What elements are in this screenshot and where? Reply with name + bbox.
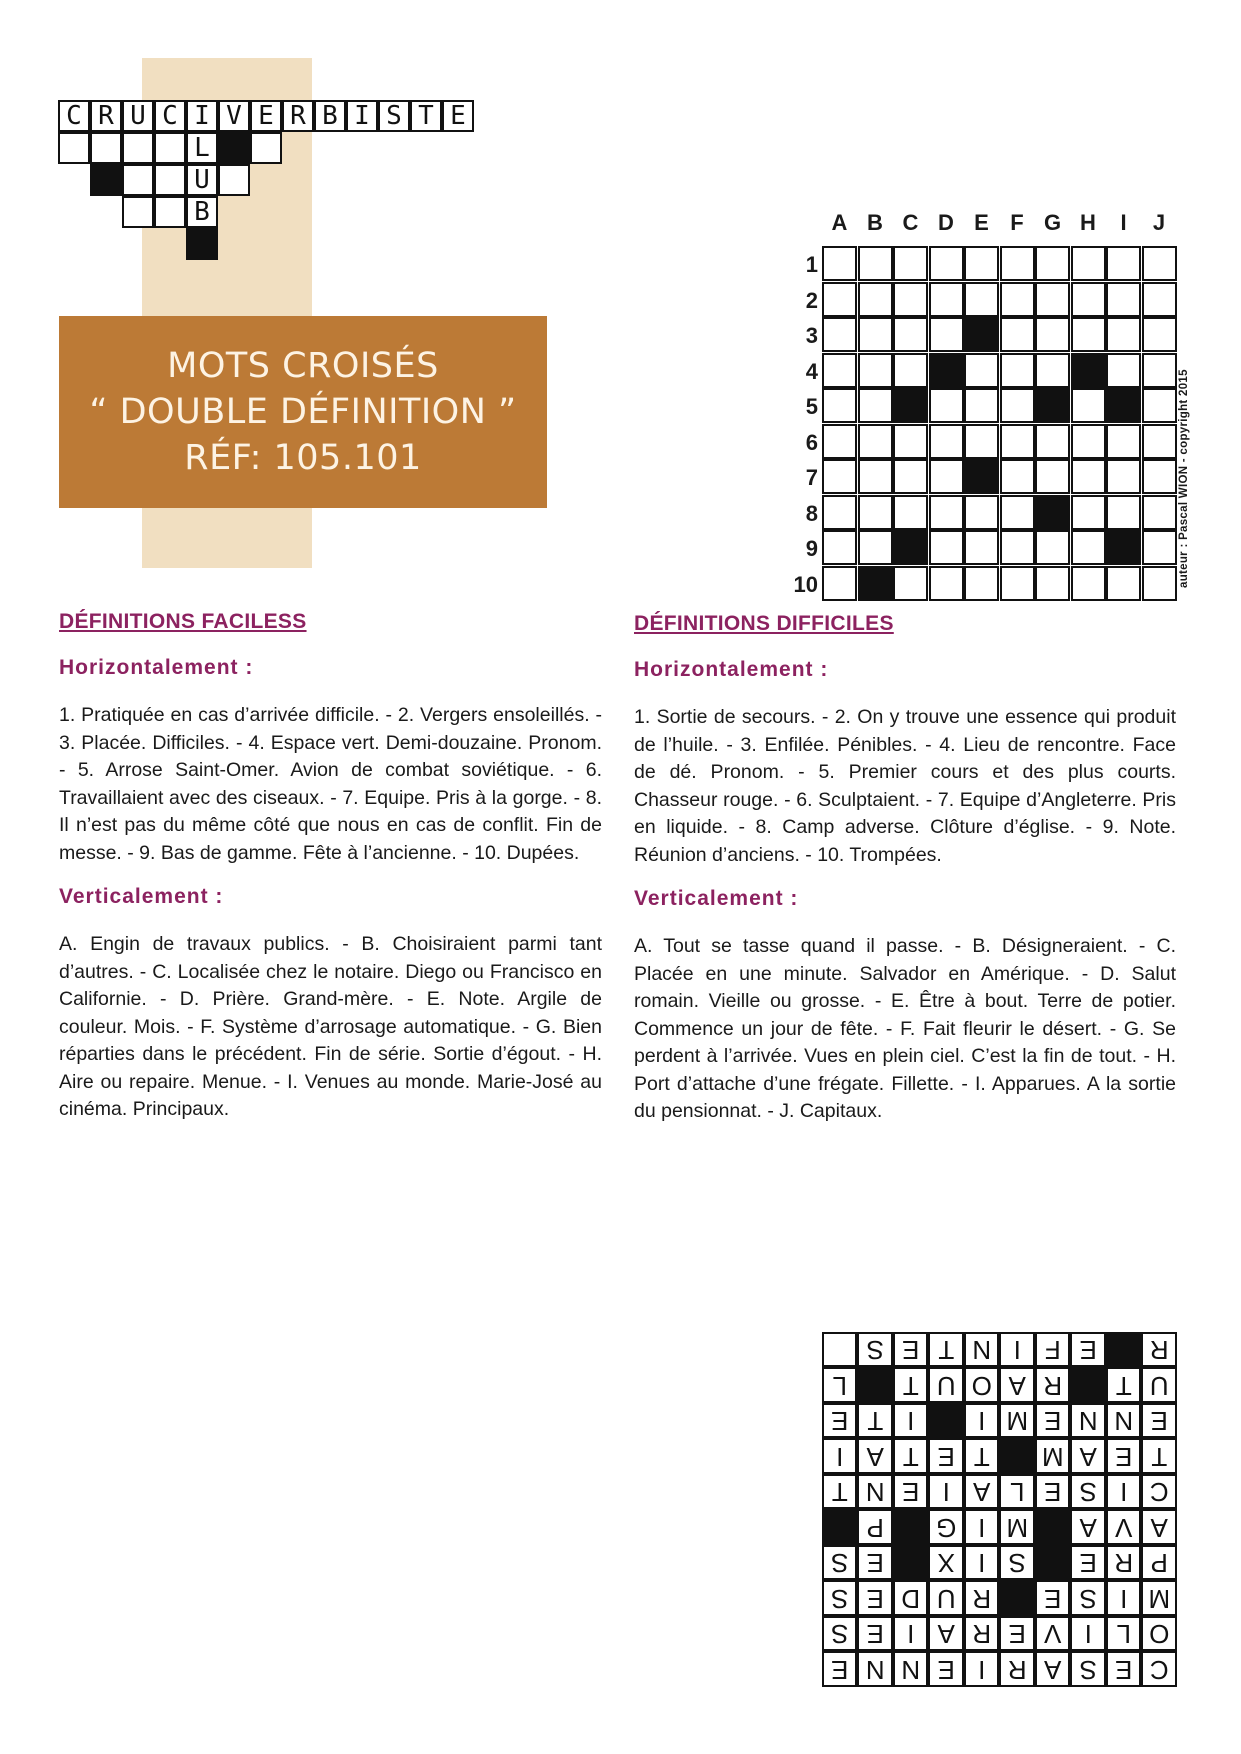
solution-letter: M bbox=[1000, 1510, 1036, 1546]
grid-black-cell bbox=[1035, 495, 1070, 530]
solution-black-cell bbox=[1035, 1510, 1071, 1546]
logo-cell: R bbox=[90, 100, 122, 132]
solution-letter: E bbox=[1142, 1403, 1178, 1439]
hard-definitions bbox=[634, 612, 1176, 1126]
grid-cell[interactable] bbox=[1035, 530, 1070, 565]
grid-cell[interactable] bbox=[822, 353, 857, 388]
logo-cell bbox=[58, 132, 90, 164]
grid-cell[interactable] bbox=[964, 353, 999, 388]
grid-cell[interactable] bbox=[1106, 566, 1141, 601]
solution-letter: O bbox=[964, 1368, 1000, 1404]
solution-letter: E bbox=[1035, 1474, 1071, 1510]
solution-letter: E bbox=[893, 1474, 929, 1510]
grid-cell[interactable] bbox=[1142, 495, 1177, 530]
grid-cell[interactable] bbox=[964, 282, 999, 317]
solution-letter bbox=[822, 1332, 858, 1368]
solution-letter: V bbox=[1106, 1510, 1142, 1546]
logo-cell bbox=[218, 164, 250, 196]
column-header: I bbox=[1120, 210, 1127, 235]
grid-cell[interactable] bbox=[1000, 530, 1035, 565]
logo-cell: I bbox=[186, 100, 218, 132]
grid-cell[interactable] bbox=[858, 317, 893, 352]
column-header: D bbox=[938, 210, 954, 235]
grid-cell[interactable] bbox=[1142, 246, 1177, 281]
solution-letter: A bbox=[1071, 1510, 1107, 1546]
title-line-1: MOTS CROISÉS bbox=[167, 346, 439, 386]
solution-letter: E bbox=[1071, 1545, 1107, 1581]
grid-black-cell bbox=[964, 317, 999, 352]
solution-black-cell bbox=[893, 1545, 929, 1581]
solution-letter: E bbox=[1071, 1332, 1107, 1368]
grid-cell[interactable] bbox=[929, 459, 964, 494]
solution-letter: E bbox=[893, 1332, 929, 1368]
grid-cell[interactable] bbox=[1000, 353, 1035, 388]
solution-letter: E bbox=[1106, 1439, 1142, 1475]
logo-cell: T bbox=[410, 100, 442, 132]
solution-letter: M bbox=[1000, 1403, 1036, 1439]
grid-cell[interactable] bbox=[893, 566, 928, 601]
grid-cell[interactable] bbox=[929, 246, 964, 281]
solution-black-cell bbox=[1106, 1332, 1142, 1368]
column-header: E bbox=[974, 210, 989, 235]
solution-letter: L bbox=[1000, 1474, 1036, 1510]
row-header: 7 bbox=[805, 465, 818, 490]
grid-cell[interactable] bbox=[1106, 424, 1141, 459]
solution-black-cell bbox=[1000, 1439, 1036, 1475]
solution-letter: T bbox=[964, 1439, 1000, 1475]
grid-cell[interactable] bbox=[1000, 459, 1035, 494]
row-header: 2 bbox=[805, 287, 818, 313]
logo-cell bbox=[154, 164, 186, 196]
grid-black-cell bbox=[1071, 353, 1106, 388]
grid-cell[interactable] bbox=[858, 388, 893, 423]
grid-cell[interactable] bbox=[1106, 459, 1141, 494]
solution-letter: E bbox=[929, 1439, 965, 1475]
solution-letter: V bbox=[1035, 1616, 1071, 1652]
logo-cell bbox=[122, 196, 154, 228]
grid-cell[interactable] bbox=[1142, 388, 1177, 423]
grid-cell[interactable] bbox=[893, 317, 928, 352]
grid-cell[interactable] bbox=[1000, 424, 1035, 459]
solution-letter: S bbox=[858, 1332, 894, 1368]
solution-black-cell bbox=[1035, 1545, 1071, 1581]
column-header: H bbox=[1080, 210, 1096, 235]
solution-black-cell bbox=[893, 1510, 929, 1546]
solution-letter: D bbox=[893, 1581, 929, 1617]
solution-letter: I bbox=[822, 1439, 858, 1475]
logo-cell bbox=[90, 132, 122, 164]
grid-cell[interactable] bbox=[1035, 566, 1070, 601]
solution-letter: I bbox=[1071, 1616, 1107, 1652]
solution-letter: N bbox=[893, 1652, 929, 1688]
solution-letter: A bbox=[858, 1439, 894, 1475]
solution-letter: I bbox=[1106, 1581, 1142, 1617]
easy-vertical-title: Verticalement : bbox=[59, 885, 224, 908]
logo-cell: B bbox=[186, 196, 218, 228]
grid-cell[interactable] bbox=[1142, 282, 1177, 317]
row-header: 10 bbox=[793, 571, 818, 597]
solution-letter: I bbox=[964, 1545, 1000, 1581]
solution-black-cell bbox=[929, 1403, 965, 1439]
grid-cell[interactable] bbox=[893, 495, 928, 530]
solution-letter: E bbox=[858, 1545, 894, 1581]
grid-cell[interactable] bbox=[1071, 317, 1106, 352]
solution-letter: I bbox=[1106, 1474, 1142, 1510]
solution-letter: T bbox=[822, 1474, 858, 1510]
column-header: G bbox=[1043, 210, 1062, 235]
column-header: J bbox=[1152, 210, 1166, 235]
solution-letter: N bbox=[1106, 1403, 1142, 1439]
solution-letter: X bbox=[929, 1545, 965, 1581]
grid-cell[interactable] bbox=[822, 495, 857, 530]
grid-black-cell bbox=[1106, 388, 1141, 423]
grid-cell[interactable] bbox=[964, 566, 999, 601]
grid-cell[interactable] bbox=[893, 353, 928, 388]
grid-cell[interactable] bbox=[964, 388, 999, 423]
grid-cell[interactable] bbox=[858, 282, 893, 317]
grid-cell[interactable] bbox=[1142, 353, 1177, 388]
grid-cell[interactable] bbox=[858, 495, 893, 530]
logo-black-cell bbox=[90, 164, 122, 196]
easy-definitions-title: DÉFINITIONS FACILESS bbox=[59, 610, 307, 633]
solution-letter: E bbox=[1000, 1616, 1036, 1652]
grid-cell[interactable] bbox=[858, 530, 893, 565]
solution-letter: S bbox=[1071, 1474, 1107, 1510]
grid-cell[interactable] bbox=[1000, 388, 1035, 423]
solution-letter: R bbox=[964, 1616, 1000, 1652]
grid-cell[interactable] bbox=[1071, 495, 1106, 530]
solution-letter: I bbox=[964, 1652, 1000, 1688]
grid-black-cell bbox=[858, 566, 893, 601]
solution-letter: T bbox=[893, 1368, 929, 1404]
logo-black-cell bbox=[186, 228, 218, 260]
grid-cell[interactable] bbox=[893, 459, 928, 494]
grid-cell[interactable] bbox=[1035, 424, 1070, 459]
solution-letter: S bbox=[822, 1545, 858, 1581]
solution-letter: E bbox=[1035, 1581, 1071, 1617]
logo-cell bbox=[250, 132, 282, 164]
grid-cell[interactable] bbox=[1106, 246, 1141, 281]
grid-black-cell bbox=[1106, 530, 1141, 565]
grid-cell[interactable] bbox=[929, 566, 964, 601]
grid-cell[interactable] bbox=[1142, 530, 1177, 565]
grid-cell[interactable] bbox=[858, 353, 893, 388]
solution-letter: R bbox=[1000, 1652, 1036, 1688]
row-header: 1 bbox=[805, 252, 818, 277]
grid-cell[interactable] bbox=[1071, 530, 1106, 565]
grid-cell[interactable] bbox=[858, 459, 893, 494]
logo-cell bbox=[122, 164, 154, 196]
grid-cell[interactable] bbox=[1035, 282, 1070, 317]
grid-cell[interactable] bbox=[1071, 566, 1106, 601]
hard-vertical-text: A. Tout se tasse quand il passe. - B. Désigneraient. - C. Placée en une minute. Salvador en Amérique. - D. Salut romain. Vieille ou grosse. - E. Être à bout. Terre de potier. Commence un jour de fête. - F. Fait fleurir le désert. - G. Se perdent à l’arrivée. Vues en plein ciel. C’est la fin de tout. - H. Port d’attache d’une frégate. Fillette. - I. Apparues. A la sortie du pensionnat. - J. Capitaux. bbox=[634, 935, 1176, 1122]
solution-letter: M bbox=[1035, 1439, 1071, 1475]
solution-letter: E bbox=[822, 1403, 858, 1439]
solution-letter: T bbox=[893, 1439, 929, 1475]
solution-letter: R bbox=[964, 1581, 1000, 1617]
solution-letter: E bbox=[929, 1652, 965, 1688]
logo-cell: V bbox=[218, 100, 250, 132]
grid-cell[interactable] bbox=[929, 495, 964, 530]
solution-letter: S bbox=[1071, 1581, 1107, 1617]
solution-letter: R bbox=[1035, 1368, 1071, 1404]
grid-cell[interactable] bbox=[1035, 246, 1070, 281]
solution-letter: T bbox=[858, 1403, 894, 1439]
solution-letter: E bbox=[822, 1652, 858, 1688]
grid-cell[interactable] bbox=[1071, 388, 1106, 423]
solution-black-cell bbox=[822, 1510, 858, 1546]
grid-cell[interactable] bbox=[929, 317, 964, 352]
solution-letter: E bbox=[858, 1616, 894, 1652]
grid-cell[interactable] bbox=[1000, 566, 1035, 601]
author-credit: auteur : Pascal WION - copyright 2015 bbox=[1178, 369, 1190, 588]
grid-cell[interactable] bbox=[822, 246, 857, 281]
logo-cell bbox=[154, 196, 186, 228]
grid-cell[interactable] bbox=[1106, 495, 1141, 530]
grid-cell[interactable] bbox=[1000, 246, 1035, 281]
grid-cell[interactable] bbox=[929, 282, 964, 317]
solution-letter: T bbox=[1142, 1439, 1178, 1475]
solution-letter: N bbox=[858, 1474, 894, 1510]
hard-horizontal-title: Horizontalement : bbox=[634, 658, 829, 681]
grid-cell[interactable] bbox=[822, 317, 857, 352]
solution-letter: I bbox=[1000, 1332, 1036, 1368]
solution-letter: I bbox=[964, 1510, 1000, 1546]
solution-grid bbox=[822, 1332, 1177, 1687]
grid-cell[interactable] bbox=[1071, 459, 1106, 494]
grid-black-cell bbox=[893, 388, 928, 423]
solution-letter: T bbox=[1106, 1368, 1142, 1404]
grid-cell[interactable] bbox=[822, 530, 857, 565]
solution-letter: I bbox=[929, 1474, 965, 1510]
solution-letter: E bbox=[858, 1581, 894, 1617]
logo-cell: E bbox=[442, 100, 474, 132]
grid-cell[interactable] bbox=[1106, 282, 1141, 317]
grid-cell[interactable] bbox=[822, 388, 857, 423]
grid-black-cell bbox=[929, 353, 964, 388]
row-header: 6 bbox=[805, 429, 818, 455]
solution-letter: A bbox=[964, 1474, 1000, 1510]
solution-letter: A bbox=[929, 1616, 965, 1652]
column-header: A bbox=[831, 210, 848, 235]
grid-cell[interactable] bbox=[1106, 317, 1141, 352]
grid-cell[interactable] bbox=[929, 424, 964, 459]
grid-cell[interactable] bbox=[822, 459, 857, 494]
solution-letter: O bbox=[1142, 1616, 1178, 1652]
solution-letter: A bbox=[1142, 1510, 1178, 1546]
grid-cell[interactable] bbox=[964, 530, 999, 565]
logo-cell: I bbox=[346, 100, 378, 132]
grid-cell[interactable] bbox=[858, 424, 893, 459]
solution-letter: U bbox=[929, 1368, 965, 1404]
title-line-3: RÉF: 105.101 bbox=[184, 438, 422, 478]
grid-cell[interactable] bbox=[964, 424, 999, 459]
solution-letter: N bbox=[964, 1332, 1000, 1368]
grid-cell[interactable] bbox=[1142, 317, 1177, 352]
row-header: 9 bbox=[805, 536, 818, 561]
title-line-2: “ DOUBLE DÉFINITION ” bbox=[89, 392, 517, 432]
grid-cell[interactable] bbox=[1106, 353, 1141, 388]
solution-letter: E bbox=[1106, 1652, 1142, 1688]
logo-cell: U bbox=[186, 164, 218, 196]
grid-cell[interactable] bbox=[1142, 424, 1177, 459]
solution-letter: S bbox=[822, 1616, 858, 1652]
solution-letter: C bbox=[1142, 1474, 1178, 1510]
column-header: F bbox=[1010, 210, 1024, 235]
grid-cell[interactable] bbox=[964, 495, 999, 530]
row-header: 4 bbox=[805, 358, 818, 384]
hard-vertical-title: Verticalement : bbox=[634, 887, 799, 910]
grid-cell[interactable] bbox=[1071, 424, 1106, 459]
grid-cell[interactable] bbox=[1000, 282, 1035, 317]
solution-letter: P bbox=[1142, 1545, 1178, 1581]
grid-cell[interactable] bbox=[1000, 317, 1035, 352]
column-header: C bbox=[902, 210, 919, 235]
grid-black-cell bbox=[893, 530, 928, 565]
grid-cell[interactable] bbox=[822, 424, 857, 459]
easy-horizontal-title: Horizontalement : bbox=[59, 656, 254, 679]
solution-letter: M bbox=[1142, 1581, 1178, 1617]
logo-cell bbox=[154, 132, 186, 164]
grid-cell[interactable] bbox=[822, 566, 857, 601]
solution-letter: R bbox=[1106, 1545, 1142, 1581]
logo-cell: S bbox=[378, 100, 410, 132]
solution-letter: I bbox=[893, 1403, 929, 1439]
grid-cell[interactable] bbox=[893, 246, 928, 281]
logo-cell: U bbox=[122, 100, 154, 132]
row-header: 3 bbox=[805, 323, 818, 348]
hard-horizontal-text: 1. Sortie de secours. - 2. On y trouve une essence qui produit de l’huile. - 3. Enfilée. Pénibles. - 4. Lieu de rencontre. Face de dé. Pronom. - 5. Premier cours et des plus courts. Chasseur rouge. - 6. Sculptaient. - 7. Equipe d’Angleterre. Pris en liquide. - 8. Camp adverse. Clôture d’église. - 9. Note. Réunion d’anciens. - 10. Trompées. bbox=[634, 706, 1176, 866]
logo-black-cell bbox=[218, 132, 250, 164]
logo-cell: B bbox=[314, 100, 346, 132]
easy-vertical-text: A. Engin de travaux publics. - B. Choisiraient parmi tant d’autres. - C. Localisée chez le notaire. Diego ou Francisco en Californie. - D. Prière. Grand-mère. - E. Note. Argile de couleur. Mois. - F. Système d’arrosage automatique. - G. Bien réparties dans le précédent. Fin de série. Sortie d’égout. - H. Aire ou repaire. Menue. - I. Venues au monde. Marie-José au cinéma. Principaux. bbox=[59, 933, 602, 1120]
easy-definitions bbox=[59, 610, 602, 1124]
solution-letter: A bbox=[1071, 1439, 1107, 1475]
solution-letter: A bbox=[1000, 1368, 1036, 1404]
logo-cell: C bbox=[154, 100, 186, 132]
solution-black-cell bbox=[1071, 1368, 1107, 1404]
solution-letter: N bbox=[1071, 1403, 1107, 1439]
solution-letter: I bbox=[964, 1403, 1000, 1439]
grid-black-cell bbox=[1035, 388, 1070, 423]
column-header: B bbox=[867, 210, 883, 235]
grid-cell[interactable] bbox=[1000, 495, 1035, 530]
solution-black-cell bbox=[1000, 1581, 1036, 1617]
solution-letter: S bbox=[822, 1581, 858, 1617]
grid-cell[interactable] bbox=[1071, 282, 1106, 317]
grid-cell[interactable] bbox=[858, 246, 893, 281]
solution-letter: A bbox=[1035, 1652, 1071, 1688]
solution-letter: N bbox=[858, 1652, 894, 1688]
logo-cell: L bbox=[186, 132, 218, 164]
row-header: 5 bbox=[805, 394, 818, 419]
logo-cell bbox=[122, 132, 154, 164]
title-box bbox=[59, 316, 547, 508]
grid-black-cell bbox=[964, 459, 999, 494]
easy-horizontal-text: 1. Pratiquée en cas d’arrivée difficile. - 2. Vergers ensoleillés. - 3. Placée. Difficiles. - 4. Espace vert. Demi-douzaine. Pronom. - 5. Arrose Saint-Omer. Avion de combat soviétique. - 6. Travaillaient avec des ciseaux. - 7. Equipe. Pris à la gorge. - 8. Il n’est pas du même côté que nous en cas de conflit. Fin de messe. - 9. Bas de gamme. Fête à l’ancienne. - 10. Dupées. bbox=[59, 704, 602, 864]
grid-cell[interactable] bbox=[1071, 246, 1106, 281]
logo-cell: R bbox=[282, 100, 314, 132]
grid-cell[interactable] bbox=[1035, 459, 1070, 494]
solution-letter: G bbox=[929, 1510, 965, 1546]
solution-letter: L bbox=[1106, 1616, 1142, 1652]
solution-letter: L bbox=[822, 1368, 858, 1404]
solution-letter: S bbox=[1000, 1545, 1036, 1581]
solution-letter: S bbox=[1071, 1652, 1107, 1688]
solution-letter: U bbox=[929, 1581, 965, 1617]
solution-letter: U bbox=[1142, 1368, 1178, 1404]
grid-cell[interactable] bbox=[822, 282, 857, 317]
hard-definitions-title: DÉFINITIONS DIFFICILES bbox=[634, 612, 894, 635]
logo-cell: E bbox=[250, 100, 282, 132]
logo-cell: C bbox=[58, 100, 90, 132]
grid-cell[interactable] bbox=[964, 246, 999, 281]
row-header: 8 bbox=[805, 500, 818, 526]
grid-cell[interactable] bbox=[893, 424, 928, 459]
solution-letter: T bbox=[929, 1332, 965, 1368]
solution-letter: C bbox=[1142, 1652, 1178, 1688]
solution-letter: E bbox=[1035, 1403, 1071, 1439]
grid-cell[interactable] bbox=[1035, 317, 1070, 352]
solution-letter: F bbox=[1035, 1332, 1071, 1368]
grid-cell[interactable] bbox=[1035, 353, 1070, 388]
grid-cell[interactable] bbox=[1142, 566, 1177, 601]
grid-cell[interactable] bbox=[893, 282, 928, 317]
grid-cell[interactable] bbox=[929, 530, 964, 565]
solution-letter: I bbox=[893, 1616, 929, 1652]
solution-letter: R bbox=[1142, 1332, 1178, 1368]
grid-cell[interactable] bbox=[929, 388, 964, 423]
grid-cell[interactable] bbox=[1142, 459, 1177, 494]
solution-black-cell bbox=[858, 1368, 894, 1404]
solution-letter: P bbox=[858, 1510, 894, 1546]
